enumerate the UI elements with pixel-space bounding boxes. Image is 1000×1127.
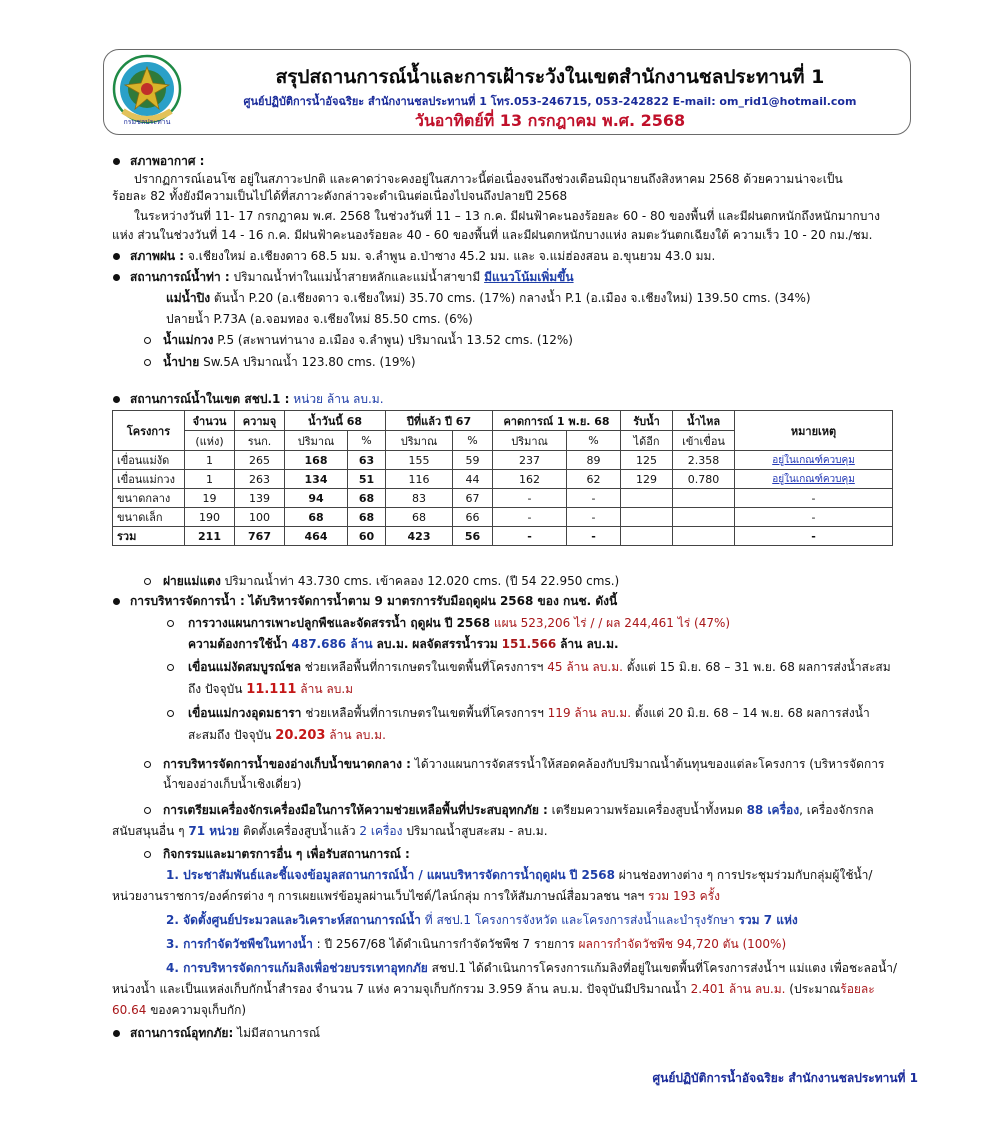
th-pct: % (453, 431, 493, 451)
table-row (113, 508, 893, 527)
report-date: วันอาทิตย์ที่ 13 กรกฎาคม พ.ศ. 2568 (414, 111, 686, 130)
a4-text1: สชป.1 ได้ดำเนินการโครงการแก้มลิงที่อยู่ในเขตพื้นที่โครงการส่งน้ำฯ แม่แตง เพื่อชะลอน้ำ/ (431, 961, 898, 975)
bullet-icon (113, 274, 120, 281)
cell-today-pct: 68 (348, 508, 386, 527)
cell-remark: อยู่ในเกณฑ์ควบคุม (735, 451, 893, 470)
a3-text: : ปี 2567/68 ได้ดำเนินการกำจัดวัชพืช 7 รายการ (316, 937, 575, 951)
a2-line (166, 912, 798, 928)
rid-logo-icon (109, 53, 185, 131)
cell-ly-pct: 66 (453, 508, 493, 527)
th-inflow2: เข้าเขื่อน (673, 431, 735, 451)
cell-ly-pct: 67 (453, 489, 493, 508)
maetaeng-text: ปริมาณน้ำท่า 43.730 cms. เข้าคลอง 12.020 cms. (ปี 54 22.950 cms.) (224, 574, 620, 588)
maekuang-amount: 119 ล้าน ลบ.ม. (547, 706, 632, 720)
cell-inflow (673, 527, 735, 546)
th-volume: ปริมาณ (386, 431, 453, 451)
machine-line1 (163, 802, 874, 818)
weather-heading: สภาพอากาศ : (130, 154, 205, 168)
flood-text: ไม่มีสถานการณ์ (237, 1026, 321, 1040)
alloc-label: ผลจัดสรรน้ำรวม (412, 637, 498, 651)
cell-inflow (673, 489, 735, 508)
cell-today-pct: 63 (348, 451, 386, 470)
th-receive: รับน้ำ (621, 411, 673, 431)
th-remark: หมายเหตุ (735, 411, 893, 451)
circle-bullet-icon (167, 710, 174, 717)
demand-label: ความต้องการใช้น้ำ (188, 637, 288, 651)
bullet-icon (113, 396, 120, 403)
maetaeng-label: ฝายแม่แตง (163, 574, 221, 588)
machine-text2a: สนับสนุนอื่น ๆ (112, 824, 185, 838)
cell-count: 1 (185, 451, 235, 470)
maekuang-line2 (188, 727, 386, 744)
demand-line (188, 636, 619, 652)
th-pct: % (348, 431, 386, 451)
cell-remark: - (735, 527, 893, 546)
mengad-text1b: ตั้งแต่ 15 มิ.ย. 68 – 31 พ.ย. 68 ผลการส่งน้ำสะสม (626, 660, 891, 674)
ping-text1: ต้นน้ำ P.20 (อ.เชียงดาว จ.เชียงใหม่) 35.70 cms. (17%) กลางน้ำ P.1 (อ.เมือง จ.เชียงใหม่) 139.50 cms. (34%) (213, 291, 811, 305)
maekuang-text1b: ตั้งแต่ 20 มิ.ย. 68 – 14 พ.ย. 68 ผลการส่งน้ำ (634, 706, 870, 720)
pai-text: Sw.5A ปริมาณน้ำ 123.80 cms. (19%) (203, 355, 416, 369)
a4-text3: ของความจุเก็บกัก) (150, 1003, 247, 1017)
bullet-icon (113, 1030, 120, 1037)
cell-ly-volume: 155 (386, 451, 453, 470)
a4-line2 (112, 981, 875, 997)
circle-bullet-icon (144, 337, 151, 344)
cell-today-volume: 68 (285, 508, 348, 527)
mengad-value: 11.111 (246, 682, 297, 697)
a1-line1 (166, 867, 872, 883)
cell-receive: 125 (621, 451, 673, 470)
machine-units: 71 หน่วย (188, 824, 240, 838)
plan-label: การวางแผนการเพาะปลูกพืชและจัดสรรน้ำ ฤดูฝน ปี 2568 (188, 616, 491, 630)
cell-inflow: 0.780 (673, 470, 735, 489)
contact-line: ศูนย์ปฏิบัติการน้ำอัจฉริยะ สำนักงานชลประทานที่ 1 โทร.053-246715, 053-242822 E-mail: om_rid1@hotmail.com (243, 95, 857, 108)
a2-label: 2. จัดตั้งศูนย์ประมวลและวิเคราะห์สถานการณ์น้ำ (166, 913, 421, 927)
reservoir-heading: สถานการณ์น้ำในเขต สชป.1 : (130, 392, 290, 406)
circle-bullet-icon (144, 578, 151, 585)
demand-unit: ลบ.ม. (376, 637, 409, 651)
cell-project: เขื่อนแม่กวง (113, 470, 185, 489)
a4-line1 (166, 960, 897, 976)
management-heading-text: ได้บริหารจัดการน้ำตาม 9 มาตรการรับมือฤดูฝน 2568 ของ กนช. ดังนี้ (248, 594, 618, 608)
cell-receive (621, 489, 673, 508)
circle-bullet-icon (167, 664, 174, 671)
a3-line (166, 936, 786, 952)
management-heading: การบริหารจัดการน้ำ : (130, 594, 245, 608)
cell-ly-pct: 44 (453, 470, 493, 489)
mengad-amount: 45 ล้าน ลบ.ม. (547, 660, 623, 674)
th-capacity-unit: รนก. (235, 431, 285, 451)
a1-label: 1. ประชาสัมพันธ์และชี้แจงข้อมูลสถานการณ์น้ำ / แผนบริหารจัดการน้ำฤดูฝน ปี 2568 (166, 868, 615, 882)
th-volume: ปริมาณ (493, 431, 567, 451)
th-capacity: ความจุ (235, 411, 285, 431)
table-total-row (113, 527, 893, 546)
a4-line3 (112, 1002, 246, 1018)
a1-line2 (112, 888, 720, 904)
cell-today-volume: 94 (285, 489, 348, 508)
table-row (113, 489, 893, 508)
flood-line (130, 1025, 320, 1041)
th-volume: ปริมาณ (285, 431, 348, 451)
a4-pct-label: ร้อยละ (840, 982, 875, 996)
alloc-value: 151.566 (501, 637, 557, 651)
cell-count: 1 (185, 470, 235, 489)
cell-today-volume: 134 (285, 470, 348, 489)
a2-total: รวม 7 แห่ง (738, 913, 798, 927)
machine-text1b: , เครื่องจักรกล (799, 803, 874, 817)
maetaeng-line (163, 573, 619, 589)
cell-today-volume: 168 (285, 451, 348, 470)
medium-text1: ได้วางแผนการจัดสรรน้ำให้สอดคล้องกับปริมาณน้ำต้นทุนของแต่ละโครงการ (บริหารจัดการ (414, 757, 885, 771)
th-today: น้ำวันนี้ 68 (285, 411, 386, 431)
cell-fc-volume: 162 (493, 470, 567, 489)
pai-label: น้ำปาย (163, 355, 200, 369)
a3-result: ผลการกำจัดวัชพืช 94,720 ตัน (100%) (578, 937, 787, 951)
cell-ly-volume: 116 (386, 470, 453, 489)
table-row (113, 470, 893, 489)
cell-project: ขนาดเล็ก (113, 508, 185, 527)
machine-line2 (112, 823, 548, 839)
cell-receive (621, 527, 673, 546)
a4-unit: ล้าน ลบ.ม. (728, 982, 786, 996)
a1-text1: ผ่านช่องทางต่าง ๆ การประชุมร่วมกับกลุ่มผู้ใช้น้ำ/ (618, 868, 873, 882)
machine-text2c: ปริมาณน้ำสูบสะสม - ลบ.ม. (406, 824, 548, 838)
medium-label: การบริหารจัดการน้ำของอ่างเก็บน้ำขนาดกลาง : (163, 757, 411, 771)
flow-trend: มีแนวโน้มเพิ่มขึ้น (484, 270, 574, 284)
maekuang-value: 20.203 (275, 728, 326, 743)
ping-line2: ปลายน้ำ P.73A (อ.จอมทอง จ.เชียงใหม่ 85.50 cms. (6%) (166, 312, 473, 326)
pai-line (163, 354, 416, 370)
a4-pct-value: 60.64 (112, 1003, 147, 1017)
ping-label: แม่น้ำปิง (166, 291, 211, 305)
cell-capacity: 265 (235, 451, 285, 470)
cell-count: 211 (185, 527, 235, 546)
machine-text2b: ติดตั้งเครื่องสูบน้ำแล้ว (242, 824, 356, 838)
circle-bullet-icon (144, 851, 151, 858)
bullet-icon (113, 158, 120, 165)
cell-fc-volume: 237 (493, 451, 567, 470)
cell-fc-pct: - (567, 508, 621, 527)
cell-project: ขนาดกลาง (113, 489, 185, 508)
flow-text: ปริมาณน้ำท่าในแม่น้ำสายหลักและแม่น้ำสาขามี (233, 270, 481, 284)
reservoir-line (130, 391, 384, 407)
cell-remark: - (735, 489, 893, 508)
maekuang-line1 (188, 705, 870, 721)
medium-line2: น้ำของอ่างเก็บน้ำเชิงเดี่ยว) (163, 777, 302, 791)
flow-line (130, 269, 574, 285)
a4-text2a: หน่วงน้ำ และเป็นแหล่งเก็บกักน้ำสำรอง จำนวน 7 แห่ง ความจุเก็บกักรวม 3.959 ล้าน ลบ.ม. ปัจจุบันมีปริมาณน้ำ (112, 982, 687, 996)
a1-text2: หน่วยงานราชการ/องค์กรต่าง ๆ การเผยแพร่ข้อมูลผ่านเว็บไซต์/ไลน์กลุ่ม การให้สัมภาษณ์สื่อมวลชน ฯลฯ (112, 889, 645, 903)
a4-text2b: (ประมาณ (789, 982, 841, 996)
cell-fc-pct: 89 (567, 451, 621, 470)
machine-pumps: 88 เครื่อง (746, 803, 800, 817)
footer-signature: ศูนย์ปฏิบัติการน้ำอัจฉริยะ สำนักงานชลประทานที่ 1 (652, 1071, 918, 1085)
maekuang-unit: ล้าน ลบ.ม. (329, 728, 386, 742)
flow-heading: สถานการณ์น้ำท่า : (130, 270, 230, 284)
maekuang-text2a: สะสมถึง ปัจจุบัน (188, 728, 272, 742)
cell-fc-pct: 62 (567, 470, 621, 489)
reservoir-unit: หน่วย ล้าน ลบ.ม. (293, 392, 384, 406)
a3-label: 3. การกำจัดวัชพืชในทางน้ำ (166, 937, 313, 951)
th-inflow: น้ำไหล (673, 411, 735, 431)
cell-ly-volume: 68 (386, 508, 453, 527)
reservoir-table (112, 410, 893, 546)
cell-today-pct: 51 (348, 470, 386, 489)
circle-bullet-icon (144, 807, 151, 814)
kuang-text: P.5 (สะพานท่านาง อ.เมือง จ.ลำพูน) ปริมาณน้ำ 13.52 cms. (12%) (217, 333, 573, 347)
weather-p1-line1: ปรากฏการณ์เอนโซ อยู่ในสภาวะปกติ และคาดว่าจะคงอยู่ในสภาวะนี้ต่อเนื่องจนถึงช่วงเดือนมิถุนายนถึงสิงหาคม 2568 ด้วยความน่าจะเป็น (134, 172, 843, 186)
cell-fc-volume: - (493, 489, 567, 508)
cell-count: 190 (185, 508, 235, 527)
a2-text: ที่ สชป.1 โครงการจังหวัด และโครงการส่งน้ำและบำรุงรักษา (424, 913, 735, 927)
cell-fc-pct: - (567, 527, 621, 546)
machine-label: การเตรียมเครื่องจักรเครื่องมือในการให้ความช่วยเหลือพื้นที่ประสบอุทกภัย : (163, 803, 548, 817)
cell-fc-volume: - (493, 508, 567, 527)
cell-inflow (673, 508, 735, 527)
cell-ly-volume: 83 (386, 489, 453, 508)
th-pct: % (567, 431, 621, 451)
weather-p2-line2: แห่ง ส่วนในช่วงวันที่ 14 - 16 ก.ค. มีฝนฟ้าคะนองร้อยละ 40 - 60 ของพื้นที่ และมีฝนตกหนักบางแห่ง ลมตะวันตกเฉียงใต้ ความเร็ว 10 - 20 กม./ชม. (112, 228, 873, 242)
mengad-label: เขื่อนแม่งัดสมบูรณ์ชล (188, 660, 301, 674)
cell-inflow: 2.358 (673, 451, 735, 470)
cell-today-volume: 464 (285, 527, 348, 546)
cell-capacity: 263 (235, 470, 285, 489)
cell-today-pct: 68 (348, 489, 386, 508)
ping-line1 (166, 290, 811, 306)
maekuang-text1a: ช่วยเหลือพื้นที่การเกษตรในเขตพื้นที่โครงการฯ (305, 706, 544, 720)
cell-fc-volume: - (493, 527, 567, 546)
mengad-text1a: ช่วยเหลือพื้นที่การเกษตรในเขตพื้นที่โครงการฯ (304, 660, 544, 674)
weather-p2-line1: ในระหว่างวันที่ 11- 17 กรกฎาคม พ.ศ. 2568 ในช่วงวันที่ 11 – 13 ก.ค. มีฝนฟ้าคะนองร้อยละ 60 - 80 ของพื้นที่ และมีฝนตกหนักถึงหนักมากบาง (134, 209, 880, 223)
weather-p1-line2: ร้อยละ 82 ทั้งยังมีความเป็นไปได้ที่สภาวะดังกล่าวจะดำเนินต่อเนื่องไปจนถึงปลายปี 2568 (112, 189, 568, 203)
bullet-icon (113, 253, 120, 260)
circle-bullet-icon (144, 359, 151, 366)
cell-remark: อยู่ในเกณฑ์ควบคุม (735, 470, 893, 489)
mengad-line2 (188, 681, 353, 698)
cell-receive (621, 508, 673, 527)
cell-count: 19 (185, 489, 235, 508)
demand-value: 487.686 ล้าน (291, 637, 373, 651)
maekuang-label: เขื่อนแม่กวงอุดมธารา (188, 706, 302, 720)
activities-label: กิจกรรมและมาตรการอื่น ๆ เพื่อรับสถานการณ์ : (163, 847, 410, 861)
th-count: จำนวน (185, 411, 235, 431)
cell-ly-volume: 423 (386, 527, 453, 546)
table-header-row (113, 411, 893, 431)
bullet-icon (113, 598, 120, 605)
rain-heading: สภาพฝน : (130, 249, 185, 263)
cell-receive: 129 (621, 470, 673, 489)
mengad-line1 (188, 659, 891, 675)
cell-capacity: 100 (235, 508, 285, 527)
plan-line (188, 615, 730, 631)
table-row (113, 451, 893, 470)
cell-project: เขื่อนแม่งัด (113, 451, 185, 470)
a1-total: รวม 193 ครั้ง (648, 889, 720, 903)
medium-line1 (163, 756, 884, 772)
circle-bullet-icon (167, 620, 174, 627)
cell-remark: - (735, 508, 893, 527)
flood-heading: สถานการณ์อุทกภัย: (130, 1026, 234, 1040)
cell-capacity: 139 (235, 489, 285, 508)
rain-line (130, 248, 715, 264)
cell-fc-pct: - (567, 489, 621, 508)
th-forecast: คาดการณ์ 1 พ.ย. 68 (493, 411, 621, 431)
machine-text1a: เตรียมความพร้อมเครื่องสูบน้ำทั้งหมด (551, 803, 743, 817)
cell-ly-pct: 56 (453, 527, 493, 546)
a4-value: 2.401 (690, 982, 725, 996)
svg-text:กรมชลประทาน: กรมชลประทาน (123, 118, 171, 126)
circle-bullet-icon (144, 761, 151, 768)
a4-label: 4. การบริหารจัดการแก้มลิงเพื่อช่วยบรรเทาอุทกภัย (166, 961, 428, 975)
kuang-label: น้ำแม่กวง (163, 333, 214, 347)
mengad-text2a: ถึง ปัจจุบัน (188, 682, 243, 696)
rain-text: จ.เชียงใหม่ อ.เชียงดาว 68.5 มม. จ.ลำพูน อ.ป่าซาง 45.2 มม. และ จ.แม่ฮ่องสอน อ.ขุนยวม 43.0 มม. (187, 249, 716, 263)
th-count-unit: (แห่ง) (185, 431, 235, 451)
alloc-unit: ล้าน ลบ.ม. (560, 637, 619, 651)
th-receive2: ได้อีก (621, 431, 673, 451)
kuang-line (163, 332, 573, 348)
cell-ly-pct: 59 (453, 451, 493, 470)
mengad-unit: ล้าน ลบ.ม (300, 682, 354, 696)
page-title: สรุปสถานการณ์น้ำและการเฝ้าระวังในเขตสำนักงานชลประทานที่ 1 (275, 66, 825, 88)
cell-project: รวม (113, 527, 185, 546)
plan-value: แผน 523,206 ไร่ / / ผล 244,461 ไร่ (47%) (493, 616, 731, 630)
machine-installed: 2 เครื่อง (359, 824, 403, 838)
cell-today-pct: 60 (348, 527, 386, 546)
th-last-year: ปีที่แล้ว ปี 67 (386, 411, 493, 431)
management-line (130, 593, 617, 609)
cell-capacity: 767 (235, 527, 285, 546)
th-project: โครงการ (113, 411, 185, 451)
